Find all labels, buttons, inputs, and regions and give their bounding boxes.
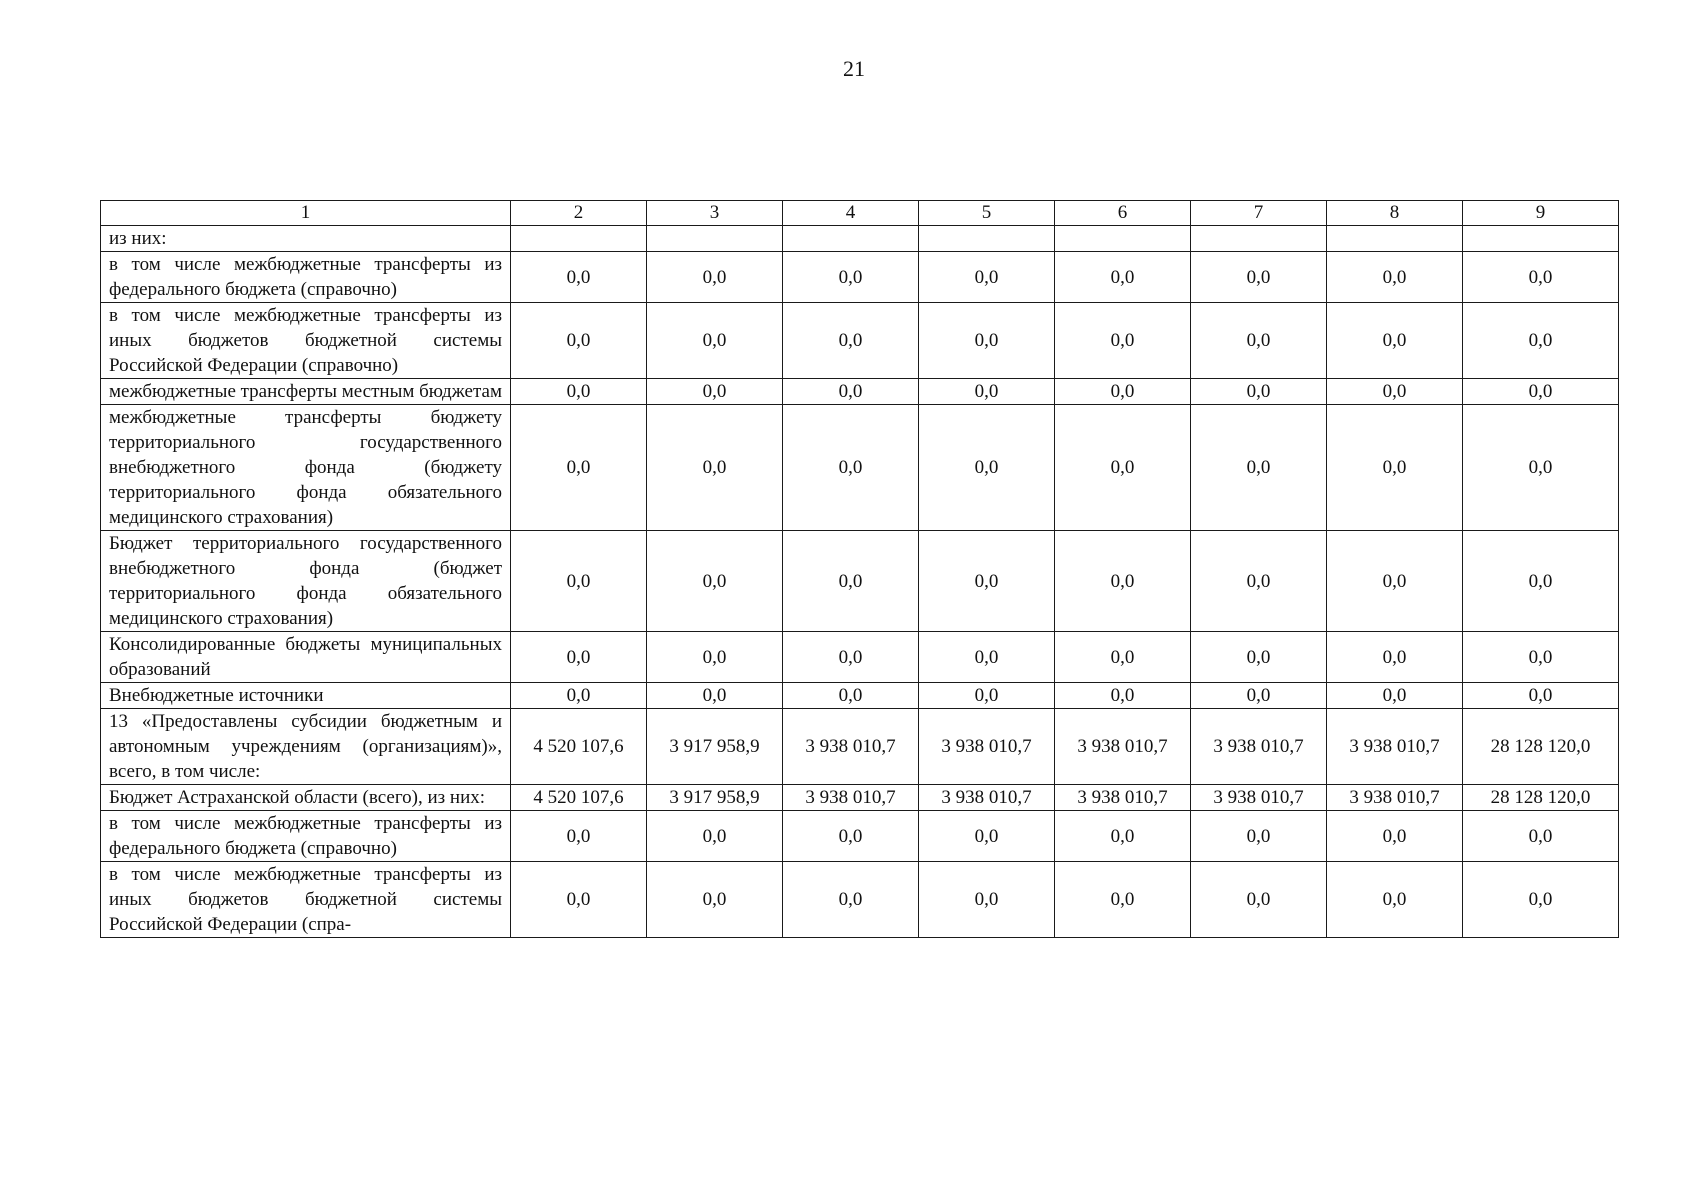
value-cell: 0,0 xyxy=(783,252,919,303)
value-cell: 0,0 xyxy=(783,531,919,632)
value-cell: 0,0 xyxy=(647,252,783,303)
value-cell: 0,0 xyxy=(1327,303,1463,379)
value-cell: 0,0 xyxy=(647,683,783,709)
value-cell: 0,0 xyxy=(647,862,783,938)
value-cell: 0,0 xyxy=(1191,862,1327,938)
value-cell: 0,0 xyxy=(1327,683,1463,709)
row-label: из них: xyxy=(101,226,511,252)
value-cell: 0,0 xyxy=(1191,379,1327,405)
row-label: в том числе межбюджетные трансферты из федерального бюджета (справочно) xyxy=(101,811,511,862)
value-cell: 0,0 xyxy=(1327,811,1463,862)
value-cell: 0,0 xyxy=(1191,303,1327,379)
value-cell: 0,0 xyxy=(647,379,783,405)
value-cell: 0,0 xyxy=(1191,811,1327,862)
row-label: в том числе межбюджетные трансферты из федерального бюджета (справочно) xyxy=(101,252,511,303)
value-cell: 0,0 xyxy=(1463,632,1619,683)
value-cell: 3 917 958,9 xyxy=(647,709,783,785)
value-cell: 0,0 xyxy=(919,303,1055,379)
table-row xyxy=(101,811,1619,862)
value-cell: 0,0 xyxy=(919,252,1055,303)
value-cell: 0,0 xyxy=(783,379,919,405)
table-row xyxy=(101,862,1619,938)
value-cell: 0,0 xyxy=(511,252,647,303)
value-cell: 0,0 xyxy=(919,683,1055,709)
value-cell: 0,0 xyxy=(511,811,647,862)
value-cell xyxy=(647,226,783,252)
row-label: Внебюджетные источники xyxy=(101,683,511,709)
value-cell: 3 938 010,7 xyxy=(1055,785,1191,811)
value-cell: 0,0 xyxy=(511,303,647,379)
value-cell xyxy=(1463,226,1619,252)
value-cell: 0,0 xyxy=(1055,252,1191,303)
column-header: 9 xyxy=(1463,201,1619,226)
value-cell: 3 938 010,7 xyxy=(919,785,1055,811)
column-header: 2 xyxy=(511,201,647,226)
value-cell: 0,0 xyxy=(783,405,919,531)
row-label: Бюджет Астраханской области (всего), из них: xyxy=(101,785,511,811)
column-header: 8 xyxy=(1327,201,1463,226)
value-cell: 0,0 xyxy=(511,683,647,709)
value-cell: 0,0 xyxy=(647,303,783,379)
value-cell: 0,0 xyxy=(1055,683,1191,709)
row-label: Консолидированные бюджеты муниципальных образований xyxy=(101,632,511,683)
table-row xyxy=(101,303,1619,379)
value-cell: 0,0 xyxy=(1055,303,1191,379)
value-cell: 4 520 107,6 xyxy=(511,709,647,785)
value-cell: 0,0 xyxy=(1055,862,1191,938)
value-cell: 0,0 xyxy=(783,683,919,709)
value-cell: 0,0 xyxy=(783,632,919,683)
value-cell: 0,0 xyxy=(647,632,783,683)
value-cell: 0,0 xyxy=(647,811,783,862)
value-cell: 0,0 xyxy=(1327,252,1463,303)
value-cell: 0,0 xyxy=(919,379,1055,405)
row-label: в том числе межбюджетные трансферты из иных бюджетов бюджетной системы Российской Федерации (справочно) xyxy=(101,303,511,379)
value-cell: 0,0 xyxy=(1055,632,1191,683)
column-header: 5 xyxy=(919,201,1055,226)
value-cell: 0,0 xyxy=(1327,632,1463,683)
value-cell: 0,0 xyxy=(1327,862,1463,938)
value-cell xyxy=(1191,226,1327,252)
value-cell: 0,0 xyxy=(919,862,1055,938)
value-cell: 0,0 xyxy=(511,632,647,683)
table-row xyxy=(101,379,1619,405)
value-cell xyxy=(1327,226,1463,252)
table-row xyxy=(101,405,1619,531)
value-cell: 0,0 xyxy=(1463,379,1619,405)
column-header: 1 xyxy=(101,201,511,226)
value-cell: 4 520 107,6 xyxy=(511,785,647,811)
value-cell: 0,0 xyxy=(511,379,647,405)
value-cell: 0,0 xyxy=(1327,379,1463,405)
value-cell: 3 938 010,7 xyxy=(783,709,919,785)
value-cell: 3 938 010,7 xyxy=(919,709,1055,785)
column-header: 3 xyxy=(647,201,783,226)
value-cell: 0,0 xyxy=(1055,811,1191,862)
value-cell: 3 938 010,7 xyxy=(1327,785,1463,811)
value-cell xyxy=(511,226,647,252)
value-cell: 3 938 010,7 xyxy=(1055,709,1191,785)
value-cell: 0,0 xyxy=(1191,683,1327,709)
value-cell: 0,0 xyxy=(783,811,919,862)
table-row xyxy=(101,632,1619,683)
value-cell: 0,0 xyxy=(1463,303,1619,379)
value-cell: 3 917 958,9 xyxy=(647,785,783,811)
value-cell: 3 938 010,7 xyxy=(783,785,919,811)
value-cell: 0,0 xyxy=(1055,405,1191,531)
value-cell: 0,0 xyxy=(919,405,1055,531)
value-cell: 0,0 xyxy=(647,531,783,632)
value-cell: 0,0 xyxy=(919,811,1055,862)
value-cell xyxy=(919,226,1055,252)
column-header: 4 xyxy=(783,201,919,226)
value-cell: 0,0 xyxy=(511,531,647,632)
value-cell: 3 938 010,7 xyxy=(1327,709,1463,785)
value-cell: 3 938 010,7 xyxy=(1191,709,1327,785)
table-row xyxy=(101,226,1619,252)
value-cell xyxy=(1055,226,1191,252)
value-cell: 0,0 xyxy=(783,303,919,379)
row-label: в том числе межбюджетные трансферты из иных бюджетов бюджетной системы Российской Федерации (спра- xyxy=(101,862,511,938)
value-cell: 0,0 xyxy=(1191,632,1327,683)
value-cell: 0,0 xyxy=(1327,531,1463,632)
value-cell: 0,0 xyxy=(783,862,919,938)
value-cell: 0,0 xyxy=(1463,683,1619,709)
value-cell: 0,0 xyxy=(1191,252,1327,303)
table-row xyxy=(101,531,1619,632)
table-row xyxy=(101,683,1619,709)
value-cell: 0,0 xyxy=(1055,531,1191,632)
table-header-row xyxy=(101,201,1619,226)
value-cell: 0,0 xyxy=(1463,252,1619,303)
value-cell: 0,0 xyxy=(647,405,783,531)
column-header: 6 xyxy=(1055,201,1191,226)
value-cell: 0,0 xyxy=(919,632,1055,683)
column-header: 7 xyxy=(1191,201,1327,226)
value-cell: 0,0 xyxy=(511,405,647,531)
value-cell xyxy=(783,226,919,252)
row-label: 13 «Предоставлены субсидии бюджетным и автономным учреждениям (организациям)», всего, в том числе: xyxy=(101,709,511,785)
value-cell: 28 128 120,0 xyxy=(1463,709,1619,785)
value-cell: 0,0 xyxy=(1463,811,1619,862)
row-label: межбюджетные трансферты бюджету территориального государственного внебюджетного фонда (бюджету территориального фонда обязательного медицинского страхования) xyxy=(101,405,511,531)
value-cell: 0,0 xyxy=(1191,405,1327,531)
value-cell: 28 128 120,0 xyxy=(1463,785,1619,811)
table-row xyxy=(101,709,1619,785)
row-label: Бюджет территориального государственного внебюджетного фонда (бюджет территориального фонда обязательного медицинского страхования) xyxy=(101,531,511,632)
table-row xyxy=(101,252,1619,303)
page-number: 21 xyxy=(843,56,865,81)
row-label: межбюджетные трансферты местным бюджетам xyxy=(101,379,511,405)
value-cell: 0,0 xyxy=(1327,405,1463,531)
value-cell: 0,0 xyxy=(1463,862,1619,938)
value-cell: 3 938 010,7 xyxy=(1191,785,1327,811)
value-cell: 0,0 xyxy=(1463,531,1619,632)
value-cell: 0,0 xyxy=(511,862,647,938)
table-row xyxy=(101,785,1619,811)
value-cell: 0,0 xyxy=(919,531,1055,632)
value-cell: 0,0 xyxy=(1191,531,1327,632)
budget-table xyxy=(100,200,1619,938)
value-cell: 0,0 xyxy=(1055,379,1191,405)
value-cell: 0,0 xyxy=(1463,405,1619,531)
